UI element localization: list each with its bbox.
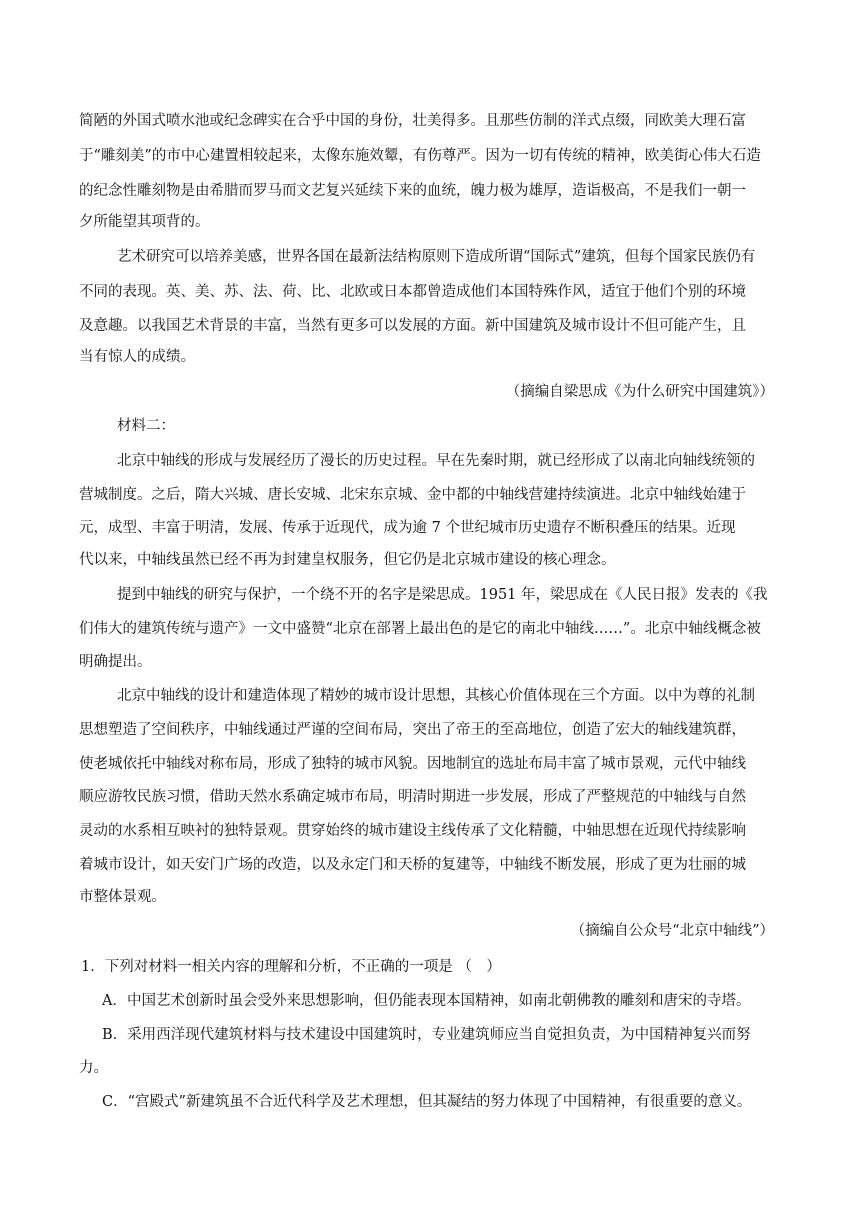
text-line: 元，成型、丰富于明清，发展、传承于近现代，成为逾 7 个世纪城市历史遗存不断积叠压的结果。近现	[79, 520, 736, 536]
material-heading: 材料二：	[117, 418, 175, 434]
question-stem: 1．下列对材料一相关内容的理解和分析，不正确的一项是 （ ）	[81, 959, 501, 975]
text-line: 营城制度。之后，隋大兴城、唐长安城、北宋东京城、金中都的中轴线营建持续演进。北京中轴线始建于	[79, 487, 746, 503]
option-a: A．中国艺术创新时虽会受外来思想影响，但仍能表现本国精神，如南北朝佛教的雕刻和唐宋的寺塔。	[102, 993, 751, 1009]
text-line: 于“雕刻美”的市中心建置相较起来，太像东施效颦，有伤尊严。因为一切有传统的精神，欧美街心伟大石造	[79, 148, 761, 164]
text-line: 艺术研究可以培养美感，世界各国在最新法结构原则下造成所谓“国际式”建筑，但每个国家民族仍有	[117, 249, 756, 265]
text-line: 使老城依托中轴线对称布局，形成了独特的城市风貌。因地制宜的选址布局丰富了城市景观，元代中轴线	[79, 756, 746, 772]
source-citation: （摘编自梁思成《为什么研究中国建筑》）	[505, 384, 774, 400]
text-line: 夕所能望其项背的。	[79, 214, 210, 230]
text-line: 当有惊人的成绩。	[79, 349, 195, 365]
text-line: 思想塑造了空间秩序，中轴线通过严谨的空间布局，突出了帝王的至高地位，创造了宏大的轴线建筑群，	[79, 722, 746, 738]
text-line: 们伟大的建筑传统与遗产》一文中盛赞“北京在部署上最出色的是它的南北中轴线……”。北京中轴线概念被	[79, 621, 761, 637]
text-line: 的纪念性雕刻物是由希腊而罗马而文艺复兴延续下来的血统，魄力极为雄厚，造诣极高，不是我们一朝一	[79, 183, 746, 199]
text-line: 代以来，中轴线虽然已经不再为封建皇权服务，但它仍是北京城市建设的核心理念。	[79, 552, 616, 568]
text-line: 北京中轴线的设计和建造体现了精妙的城市设计思想，其核心价值体现在三个方面。以中为尊的礼制	[117, 688, 755, 704]
text-line: 明确提出。	[79, 654, 152, 670]
source-citation: （摘编自公众号“北京中轴线”）	[570, 923, 774, 939]
option-c: C．“宫殿式”新建筑虽不合近代科学及艺术理想，但其凝结的努力体现了中国精神，有很重要的意义。	[102, 1094, 752, 1110]
text-line: 北京中轴线的形成与发展经历了漫长的历史过程。早在先秦时期，就已经形成了以南北向轴线统领的	[117, 453, 755, 469]
text-line: 简陋的外国式喷水池或纪念碑实在合乎中国的身份，壮美得多。且那些仿制的洋式点缀，同欧美大理石富	[79, 113, 746, 129]
text-line: 提到中轴线的研究与保护，一个绕不开的名字是梁思成。1951 年，梁思成在《人民日报》发表的《我	[117, 587, 768, 603]
text-line: 顺应游牧民族习惯，借助天然水系确定城市布局，明清时期进一步发展，形成了严整规范的中轴线与自然	[79, 789, 746, 805]
option-b: B．采用西洋现代建筑材料与技术建设中国建筑时，专业建筑师应当自觉担负责，为中国精神复兴而努	[102, 1027, 751, 1043]
text-line: 不同的表现。英、美、苏、法、荷、比、北欧或日本都曾造成他们本国特殊作风，适宜于他们个别的环境	[79, 284, 746, 300]
text-line: 着城市设计，如天安门广场的改造，以及永定门和天桥的复建等，中轴线不断发展，形成了更为壮丽的城	[79, 857, 746, 873]
text-line: 及意趣。以我国艺术背景的丰富，当然有更多可以发展的方面。新中国建筑及城市设计不但可能产生，且	[79, 318, 746, 334]
option-b-continuation: 力。	[79, 1060, 108, 1076]
text-line: 市整体景观。	[79, 889, 166, 905]
text-line: 灵动的水系相互映衬的独特景观。贯穿始终的城市建设主线传承了文化精髓，中轴思想在近现代持续影响	[79, 823, 746, 839]
